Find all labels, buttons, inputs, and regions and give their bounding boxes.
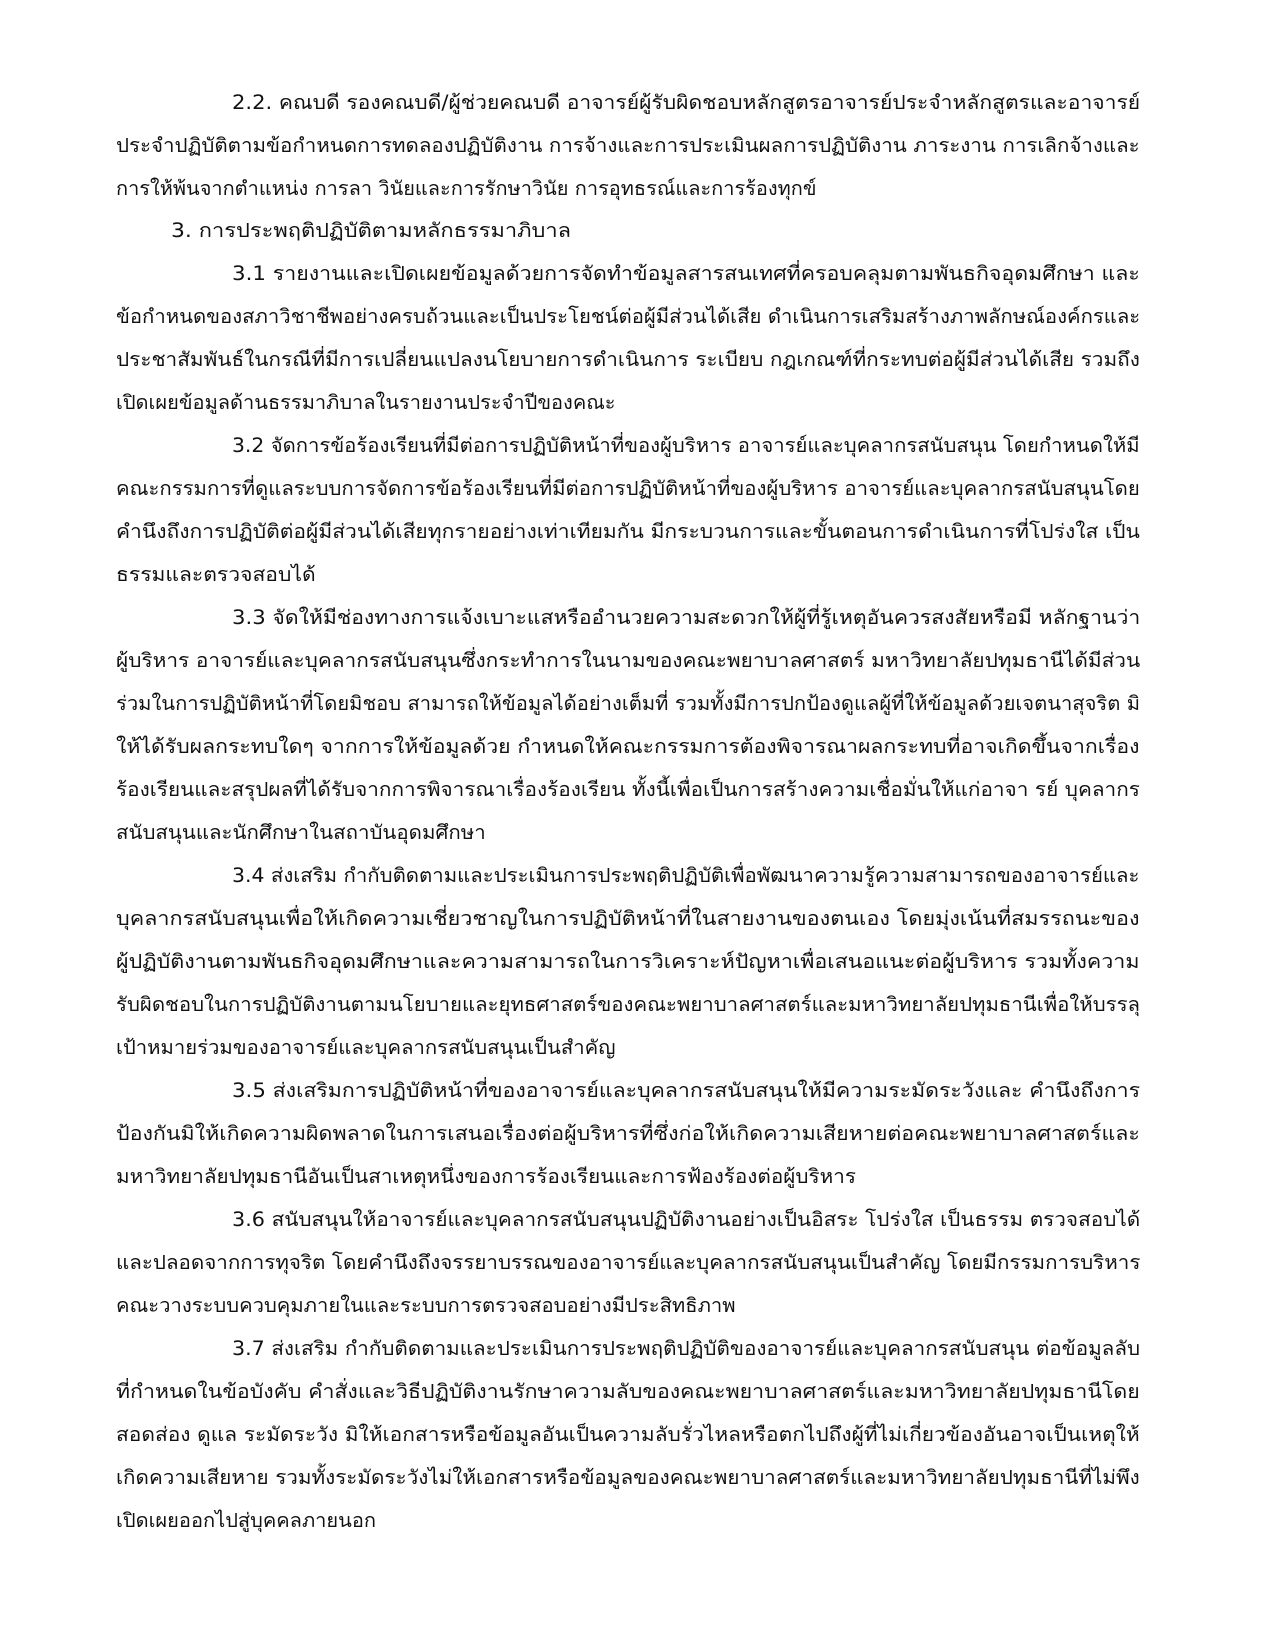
paragraph-3-4-line-4: รับผิดชอบในการปฏิบัติงานตามนโยบายและยุทธศาสตร์ของคณะพยาบาลศาสตร์และมหาวิทยาลัยปทุมธานีเพื่อให้บรรลุ bbox=[116, 993, 1141, 1016]
paragraph-3-5-line-1: 3.5 ส่งเสริมการปฏิบัติหน้าที่ของอาจารย์และบุคลากรสนับสนุนให้มีความระมัดระวังและ คำนึงถึงการ bbox=[232, 1079, 1141, 1102]
paragraph-3-1-line-2: ข้อกำหนดของสภาวิชาชีพอย่างครบถ้วนและเป็นประโยชน์ต่อผู้มีส่วนได้เสีย ดำเนินการเสริมสร้างภาพลักษณ์องค์กรและ bbox=[116, 305, 1141, 328]
paragraph-2-2-line-1: 2.2. คณบดี รองคณบดี/ผู้ช่วยคณบดี อาจารย์ผู้รับผิดชอบหลักสูตรอาจารย์ประจำหลักสูตรและอาจารย์ bbox=[232, 91, 1141, 114]
paragraph-3-7-line-4: เกิดความเสียหาย รวมทั้งระมัดระวังไม่ให้เอกสารหรือข้อมูลของคณะพยาบาลศาสตร์และมหาวิทยาลัยปทุมธานีที่ไม่พึง bbox=[116, 1466, 1140, 1489]
paragraph-3-6-line-3: คณะวางระบบควบคุมภายในและระบบการตรวจสอบอย่างมีประสิทธิภาพ bbox=[116, 1294, 736, 1317]
paragraph-3-1-line-1: 3.1 รายงานและเปิดเผยข้อมูลด้วยการจัดทำข้อมูลสารสนเทศที่ครอบคลุมตามพันธกิจอุดมศึกษา และ bbox=[232, 262, 1140, 285]
paragraph-3-7-line-3: สอดส่อง ดูแล ระมัดระวัง มิให้เอกสารหรือข้อมูลอันเป็นความลับรั่วไหลหรือตกไปถึงผู้ที่ไม่เกี่ยวข้องอันอาจเป็นเหตุให้ bbox=[116, 1423, 1140, 1446]
paragraph-3-4-line-3: ผู้ปฏิบัติงานตามพันธกิจอุดมศึกษาและความสามารถในการวิเคราะห์ปัญหาเพื่อเสนอแนะต่อผู้บริหาร รวมทั้งความ bbox=[116, 950, 1140, 973]
paragraph-3-3-line-4: ให้ได้รับผลกระทบใดๆ จากการให้ข้อมูลด้วย กำหนดให้คณะกรรมการต้องพิจารณาผลกระทบที่อาจเกิดขึ้นจากเรื่อง bbox=[116, 735, 1140, 758]
paragraph-3-3-line-1: 3.3 จัดให้มีช่องทางการแจ้งเบาะแสหรืออำนวยความสะดวกให้ผู้ที่รู้เหตุอันควรสงสัยหรือมี หลักฐานว่า bbox=[232, 606, 1141, 629]
paragraph-3-6-line-1: 3.6 สนับสนุนให้อาจารย์และบุคลากรสนับสนุนปฏิบัติงานอย่างเป็นอิสระ โปร่งใส เป็นธรรม ตรวจสอบได้ bbox=[232, 1208, 1141, 1231]
paragraph-3-3-line-3: ร่วมในการปฏิบัติหน้าที่โดยมิชอบ สามารถให้ข้อมูลได้อย่างเต็มที่ รวมทั้งมีการปกป้องดูแลผู้ที่ให้ข้อมูลด้วยเจตนาสุจริต มิ bbox=[116, 692, 1141, 715]
paragraph-2-2-line-2: ประจำปฏิบัติตามข้อกำหนดการทดลองปฏิบัติงาน การจ้างและการประเมินผลการปฏิบัติงาน ภาระงาน การเลิกจ้างและ bbox=[116, 134, 1140, 157]
paragraph-3-5-line-2: ป้องกันมิให้เกิดความผิดพลาดในการเสนอเรื่องต่อผู้บริหารที่ซึ่งก่อให้เกิดความเสียหายต่อคณะพยาบาลศาสตร์และ bbox=[116, 1122, 1140, 1145]
paragraph-3-2-line-2: คณะกรรมการที่ดูแลระบบการจัดการข้อร้องเรียนที่มีต่อการปฏิบัติหน้าที่ของผู้บริหาร อาจารย์และบุคลากรสนับสนุนโดย bbox=[116, 477, 1140, 500]
paragraph-3-4-line-1: 3.4 ส่งเสริม กำกับติดตามและประเมินการประพฤติปฏิบัติเพื่อพัฒนาความรู้ความสามารถของอาจารย์และ bbox=[232, 864, 1140, 887]
paragraph-3-3-line-5: ร้องเรียนและสรุปผลที่ได้รับจากการพิจารณาเรื่องร้องเรียน ทั้งนี้เพื่อเป็นการสร้างความเชื่อมั่นให้แก่อาจา รย์ บุคลากร bbox=[116, 778, 1140, 801]
paragraph-2-2-line-3: การให้พ้นจากตำแหน่ง การลา วินัยและการรักษาวินัย การอุทธรณ์และการร้องทุกข์ bbox=[116, 177, 817, 200]
paragraph-3-6-line-2: และปลอดจากการทุจริต โดยคำนึงถึงจรรยาบรรณของอาจารย์และบุคลากรสนับสนุนเป็นสำคัญ โดยมีกรรมการบริหาร bbox=[116, 1251, 1141, 1274]
paragraph-3-1-line-3: ประชาสัมพันธ์ในกรณีที่มีการเปลี่ยนแปลงนโยบายการดำเนินการ ระเบียบ กฎเกณฑ์ที่กระทบต่อผู้มีส่วนได้เสีย รวมถึง bbox=[116, 348, 1140, 371]
paragraph-3-1-line-4: เปิดเผยข้อมูลด้านธรรมาภิบาลในรายงานประจำปีของคณะ bbox=[116, 391, 616, 414]
paragraph-3-3-line-2: ผู้บริหาร อาจารย์และบุคลากรสนับสนุนซึ่งกระทำการในนามของคณะพยาบาลศาสตร์ มหาวิทยาลัยปทุมธานีได้มีส่วน bbox=[116, 649, 1141, 672]
paragraph-3-4-line-5: เป้าหมายร่วมของอาจารย์และบุคลากรสนับสนุนเป็นสำคัญ bbox=[116, 1036, 616, 1059]
paragraph-3-2-line-3: คำนึงถึงการปฏิบัติต่อผู้มีส่วนได้เสียทุกรายอย่างเท่าเทียมกัน มีกระบวนการและขั้นตอนการดำเนินการที่โปร่งใส เป็น bbox=[116, 520, 1140, 543]
paragraph-3-3-line-6: สนับสนุนและนักศึกษาในสถาบันอุดมศึกษา bbox=[116, 821, 486, 844]
section-3-heading: 3. การประพฤติปฏิบัติตามหลักธรรมาภิบาล bbox=[171, 219, 572, 242]
paragraph-3-4-line-2: บุคลากรสนับสนุนเพื่อให้เกิดความเชี่ยวชาญในการปฏิบัติหน้าที่ในสายงานของตนเอง โดยมุ่งเน้นที่สมรรถนะของ bbox=[116, 907, 1140, 930]
paragraph-3-2-line-4: ธรรมและตรวจสอบได้ bbox=[116, 563, 316, 586]
paragraph-3-2-line-1: 3.2 จัดการข้อร้องเรียนที่มีต่อการปฏิบัติหน้าที่ของผู้บริหาร อาจารย์และบุคลากรสนับสนุน โดยกำหนดให้มี bbox=[232, 434, 1140, 457]
paragraph-3-5-line-3: มหาวิทยาลัยปทุมธานีอันเป็นสาเหตุหนึ่งของการร้องเรียนและการฟ้องร้องต่อผู้บริหาร bbox=[116, 1165, 856, 1188]
paragraph-3-7-line-1: 3.7 ส่งเสริม กำกับติดตามและประเมินการประพฤติปฏิบัติของอาจารย์และบุคลากรสนับสนุน ต่อข้อมูลลับ bbox=[232, 1337, 1141, 1360]
paragraph-3-7-line-2: ที่กำหนดในข้อบังคับ คำสั่งและวิธีปฏิบัติงานรักษาความลับของคณะพยาบาลศาสตร์และมหาวิทยาลัยปทุมธานีโดย bbox=[116, 1380, 1140, 1403]
paragraph-3-7-line-5: เปิดเผยออกไปสู่บุคคลภายนอก bbox=[116, 1509, 377, 1532]
